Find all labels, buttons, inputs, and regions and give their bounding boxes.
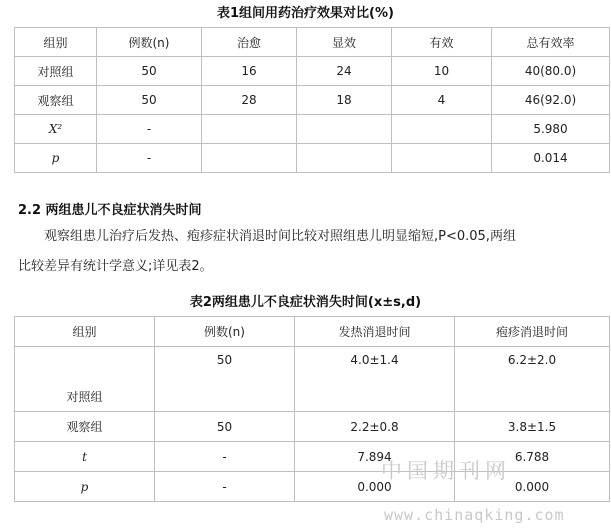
table-row bbox=[15, 472, 610, 502]
table1-cell: 5.980 bbox=[492, 115, 610, 144]
table1-cell-p: p bbox=[15, 144, 97, 173]
table2-cell: 6.788 bbox=[455, 442, 610, 472]
table2-cell: 0.000 bbox=[455, 472, 610, 502]
table2-cell-p: p bbox=[15, 472, 155, 502]
table1-cell bbox=[297, 144, 392, 173]
table1-cell: - bbox=[97, 144, 202, 173]
table1-cell bbox=[202, 115, 297, 144]
table2-cell: 3.8±1.5 bbox=[455, 412, 610, 442]
table1-header-total-rate: 总有效率 bbox=[492, 28, 610, 57]
table2-cell: - bbox=[155, 442, 295, 472]
table1-header-row bbox=[15, 28, 610, 57]
table1-cell-chi-square: X² bbox=[15, 115, 97, 144]
watermark-chinese: 中国期刊网 bbox=[381, 459, 511, 483]
table2-cell: 6.2±2.0 bbox=[455, 347, 610, 412]
table2-cell: 0.000 bbox=[295, 472, 455, 502]
table2-cell: 50 bbox=[155, 347, 295, 412]
table2-header-cases: 例数(n) bbox=[155, 317, 295, 347]
table-row bbox=[15, 57, 610, 86]
table1-cell: 4 bbox=[392, 86, 492, 115]
table2-cell-t: t bbox=[15, 442, 155, 472]
table1-cell bbox=[297, 115, 392, 144]
table1-cell: 40(80.0) bbox=[492, 57, 610, 86]
table1-cell bbox=[202, 144, 297, 173]
table-row bbox=[15, 347, 610, 412]
table1-cell: 对照组 bbox=[15, 57, 97, 86]
table-row bbox=[15, 115, 610, 144]
table1-cell: - bbox=[97, 115, 202, 144]
table2-caption: 表2两组患儿不良症状消失时间(x±s,d) bbox=[189, 295, 422, 310]
section-heading: 2.2 两组患儿不良症状消失时间 bbox=[18, 203, 202, 218]
table2-cell: 对照组 bbox=[15, 347, 155, 412]
table1-cell: 观察组 bbox=[15, 86, 97, 115]
table1-header-effective: 有效 bbox=[392, 28, 492, 57]
table1-efficacy bbox=[14, 27, 610, 173]
table1-header-group: 组别 bbox=[15, 28, 97, 57]
table1-cell bbox=[392, 144, 492, 173]
table2-cell: - bbox=[155, 472, 295, 502]
table1-cell: 28 bbox=[202, 86, 297, 115]
table2-cell: 50 bbox=[155, 412, 295, 442]
table1-cell: 50 bbox=[97, 57, 202, 86]
table-row bbox=[15, 144, 610, 173]
table2-symptom-time bbox=[14, 316, 610, 502]
table1-header-cases: 例数(n) bbox=[97, 28, 202, 57]
table2-cell: 4.0±1.4 bbox=[295, 347, 455, 412]
table2-header-fever-time: 发热消退时间 bbox=[295, 317, 455, 347]
watermark-url: www.chinaqking.com bbox=[384, 506, 565, 524]
table1-cell bbox=[392, 115, 492, 144]
table1-cell: 0.014 bbox=[492, 144, 610, 173]
section-paragraph-line1: 观察组患儿治疗后发热、疱疹症状消退时间比较对照组患儿明显缩短,P<0.05,两组 bbox=[44, 229, 516, 244]
table-row bbox=[15, 412, 610, 442]
section-paragraph-line2: 比较差异有统计学意义;详见表2。 bbox=[18, 259, 213, 274]
table2-cell: 7.894 bbox=[295, 442, 455, 472]
table1-cell: 10 bbox=[392, 57, 492, 86]
table1-header-cured: 治愈 bbox=[202, 28, 297, 57]
table2-header-group: 组别 bbox=[15, 317, 155, 347]
table1-header-marked: 显效 bbox=[297, 28, 392, 57]
table1-cell: 16 bbox=[202, 57, 297, 86]
table1-cell: 24 bbox=[297, 57, 392, 86]
table1-cell: 18 bbox=[297, 86, 392, 115]
table2-cell: 2.2±0.8 bbox=[295, 412, 455, 442]
table2-header-row bbox=[15, 317, 610, 347]
table2-header-herpes-time: 疱疹消退时间 bbox=[455, 317, 610, 347]
table2-cell: 观察组 bbox=[15, 412, 155, 442]
table-row bbox=[15, 86, 610, 115]
table1-caption: 表1组间用药治疗效果对比(%) bbox=[217, 6, 394, 21]
table-row bbox=[15, 442, 610, 472]
table1-cell: 50 bbox=[97, 86, 202, 115]
table1-cell: 46(92.0) bbox=[492, 86, 610, 115]
